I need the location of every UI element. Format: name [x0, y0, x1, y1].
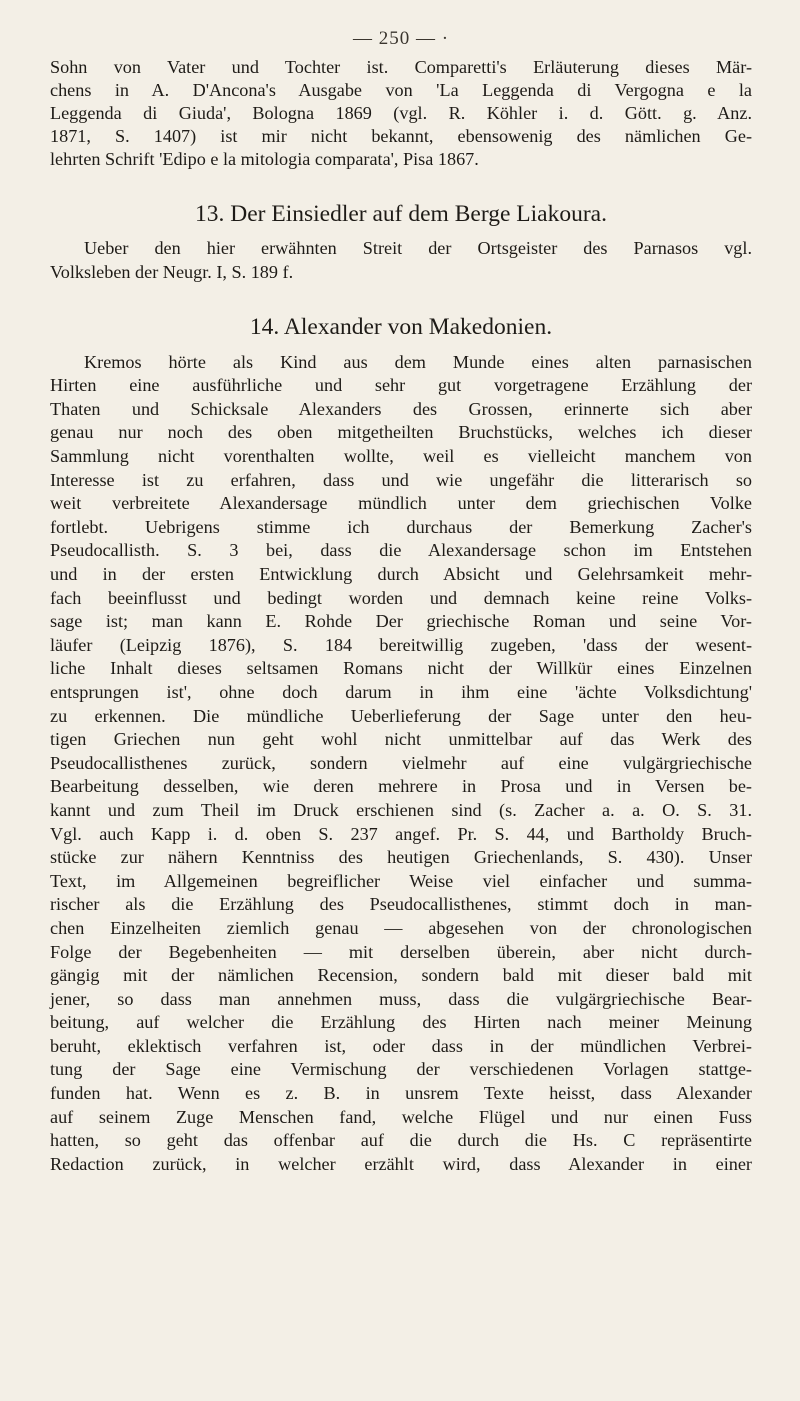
text-line: Vgl. auch Kapp i. d. oben S. 237 angef. Pr. S. 44, und Bartholdy Bruch- — [50, 823, 752, 844]
text-line: kannt und zum Theil im Druck erschienen sind (s. Zacher a. a. O. S. 31. — [50, 799, 752, 820]
text-line: Volksleben der Neugr. I, S. 189 f. — [50, 261, 294, 282]
text-line: Leggenda di Giuda', Bologna 1869 (vgl. R. Köhler i. d. Gött. g. Anz. — [50, 103, 752, 124]
text-line: stücke zur nähern Kenntniss des heutigen Griechenlands, S. 430). Unser — [50, 847, 752, 868]
text-line: jener, so dass man annehmen muss, dass die vulgärgriechische Bear- — [50, 988, 752, 1009]
text-line: läufer (Leipzig 1876), S. 184 bereitwillig zugeben, 'dass der wesent- — [50, 634, 752, 655]
text-line: 1871, S. 1407) ist mir nicht bekannt, ebensowenig des nämlichen Ge- — [50, 126, 752, 147]
text-line: chen Einzelheiten ziemlich genau — abgesehen von der chronologischen — [50, 917, 752, 938]
text-line: liche Inhalt dieses seltsamen Romans nicht der Willkür eines Einzelnen — [50, 658, 752, 679]
text-line: Hirten eine ausführliche und sehr gut vorgetragene Erzählung der — [50, 375, 752, 396]
section-13-paragraph — [50, 237, 752, 283]
text-line: fortlebt. Uebrigens stimme ich durchaus der Bemerkung Zacher's — [50, 516, 752, 537]
text-line: hatten, so geht das offenbar auf die durch die Hs. C repräsentirte — [50, 1130, 752, 1151]
text-line: genau nur noch des oben mitgetheilten Bruchstücks, welches ich dieser — [50, 422, 752, 443]
text-line: fach beeinflusst und bedingt worden und demnach keine reine Volks- — [50, 587, 752, 608]
text-line: Text, im Allgemeinen begreiflicher Weise viel einfacher und summa- — [50, 870, 752, 891]
text-line: Sohn von Vater und Tochter ist. Comparetti's Erläuterung dieses Mär- — [50, 57, 752, 77]
text-line: Sammlung nicht vorenthalten wollte, weil es vielleicht manchem von — [50, 446, 752, 467]
text-line: lehrten Schrift 'Edipo e la mitologia comparata', Pisa 1867. — [50, 149, 479, 170]
text-line: Bearbeitung desselben, wie deren mehrere in Prosa und in Versen be- — [50, 776, 752, 797]
text-line: und in der ersten Entwicklung durch Absicht und Gelehrsamkeit mehr- — [50, 564, 752, 584]
text-line: zu erkennen. Die mündliche Ueberlieferung der Sage unter den heu- — [50, 705, 752, 726]
text-line: Folge der Begebenheiten — mit derselben überein, aber nicht durch- — [50, 941, 752, 962]
text-line: Ueber den hier erwähnten Streit der Ortsgeister des Parnasos vgl. — [84, 238, 752, 259]
section-14-heading: 14. Alexander von Makedonien. — [249, 313, 553, 340]
page-number: — 250 — · — [352, 28, 450, 49]
text-line: tung der Sage eine Vermischung der verschiedenen Vorlagen stattge- — [50, 1059, 752, 1080]
intro-paragraph — [50, 56, 752, 171]
section-14-paragraph — [50, 351, 752, 1177]
text-line: auf seinem Zuge Menschen fand, welche Flügel und nur einen Fuss — [50, 1106, 752, 1127]
text-line: Interesse ist zu erfahren, dass und wie ungefähr die litterarisch so — [50, 469, 752, 490]
text-line: weit verbreitete Alexandersage mündlich unter dem griechischen Volke — [50, 493, 752, 514]
text-line: entsprungen ist', ohne doch darum in ihm eine 'ächte Volksdichtung' — [50, 681, 752, 702]
text-line: beitung, auf welcher die Erzählung des Hirten nach meiner Meinung — [50, 1012, 752, 1033]
text-line: Kremos hörte als Kind aus dem Munde eines alten parnasischen — [84, 351, 752, 372]
text-line: beruht, eklektisch verfahren ist, oder dass in der mündlichen Verbrei- — [50, 1035, 752, 1056]
book-page — [50, 22, 752, 1176]
section-13-heading: 13. Der Einsiedler auf dem Berge Liakoura. — [195, 201, 607, 228]
text-line: Pseudocallisth. S. 3 bei, dass die Alexandersage schon im Entstehen — [50, 540, 752, 561]
text-line: Thaten und Schicksale Alexanders des Grossen, erinnerte sich aber — [50, 398, 752, 419]
text-line: Pseudocallisthenes zurück, sondern vielmehr auf eine vulgärgriechische — [50, 752, 752, 773]
text-line: rischer als die Erzählung des Pseudocallisthenes, stimmt doch in man- — [50, 894, 752, 915]
text-line: chens in A. D'Ancona's Ausgabe von 'La Leggenda di Vergogna e la — [50, 80, 752, 101]
text-line: sage ist; man kann E. Rohde Der griechische Roman und seine Vor- — [50, 611, 752, 632]
text-line: gängig mit der nämlichen Recension, sondern bald mit dieser bald mit — [50, 965, 752, 986]
text-line: Redaction zurück, in welcher erzählt wird, dass Alexander in einer — [50, 1153, 752, 1174]
text-line: funden hat. Wenn es z. B. in unsrem Texte heisst, dass Alexander — [50, 1083, 752, 1104]
text-line: tigen Griechen nun geht wohl nicht unmittelbar auf das Werk des — [50, 729, 752, 750]
